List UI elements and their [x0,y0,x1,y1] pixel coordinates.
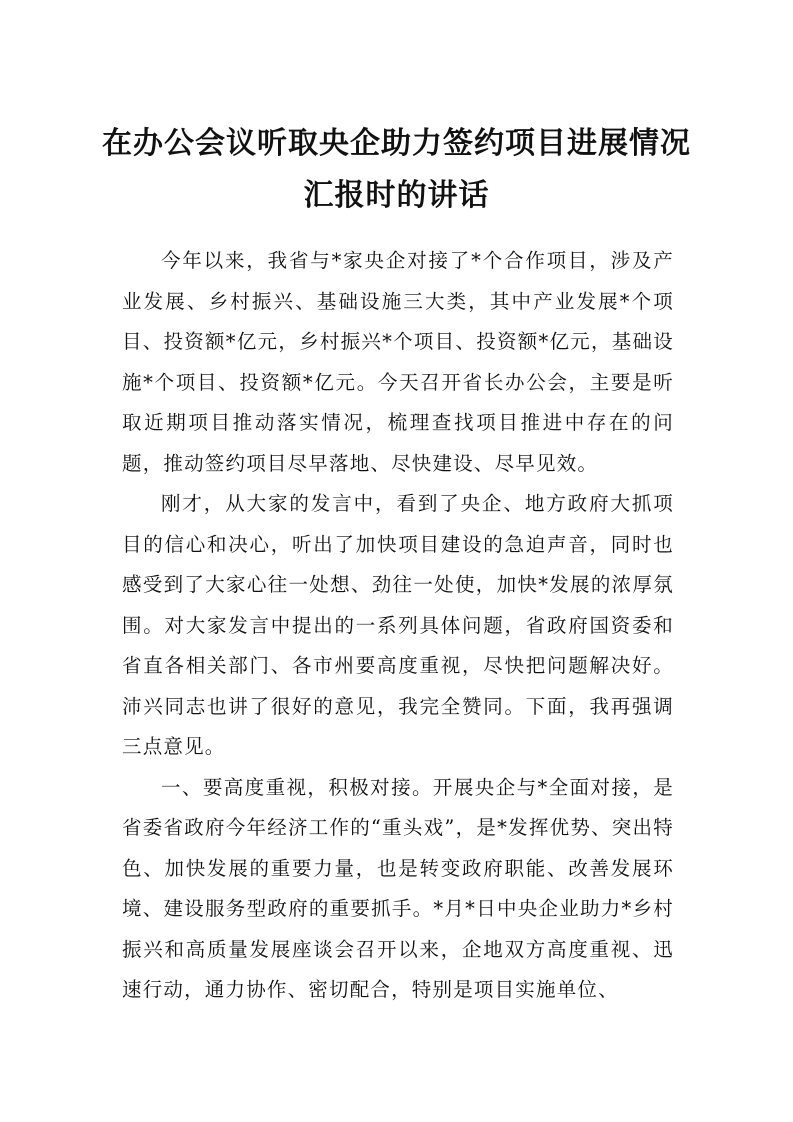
paragraph-3: 一、要高度重视，积极对接。开展央企与*全面对接，是省委省政府今年经济工作的“重头戏”，是*发挥优势、突出特色、加快发展的重要力量，也是转变政府职能、改善发展环境、建设服务型政府的重要抓手。*月*日中央企业助力*乡村振兴和高质量发展座谈会召开以来，企地双方高度重视、迅速行动，通力协作、密切配合，特别是项目实施单位、 [122,775,674,1001]
document-title: 在办公会议听取央企助力签约项目进展情况汇报时的讲话 [102,126,691,213]
paragraph-1: 今年以来，我省与*家央企对接了*个合作项目，涉及产业发展、乡村振兴、基础设施三大类，其中产业发展*个项目、投资额*亿元，乡村振兴*个项目、投资额*亿元，基础设施*个项目、投资额*亿元。今天召开省长办公会，主要是听取近期项目推动落实情况，梳理查找项目推进中存在的问题，推动签约项目尽早落地、尽快建设、尽早见效。 [122,249,674,475]
paragraph-2: 刚才，从大家的发言中，看到了央企、地方政府大抓项目的信心和决心，听出了加快项目建设的急迫声音，同时也感受到了大家心往一处想、劲往一处使，加快*发展的浓厚氛围。对大家发言中提出的一系列具体问题，省政府国资委和省直各相关部门、各市州要高度重视，尽快把问题解决好。沛兴同志也讲了很好的意见，我完全赞同。下面，我再强调三点意见。 [122,492,674,758]
document-body [122,241,674,1011]
